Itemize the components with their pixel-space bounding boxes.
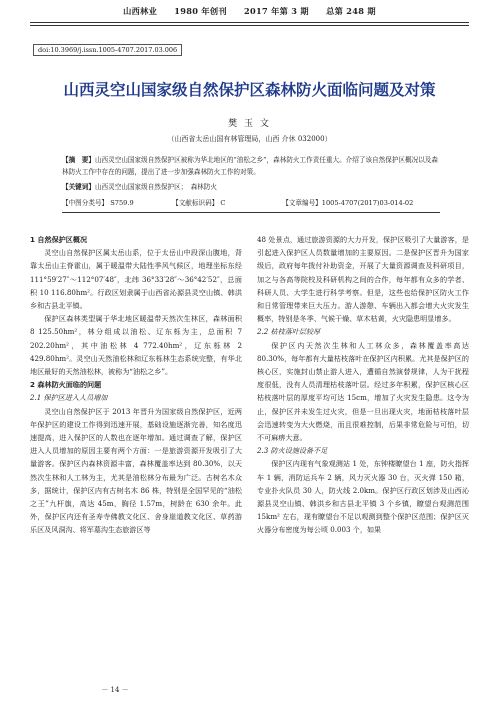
paragraph: 保护区内天然次生林和人工林众多，森林覆盖率高达 80.30%，每年都有大量枯枝落叶在保护区内积累。尤其是保护区的核心区，实施封山禁止游人进入，遭循自然演替规律，人为干扰程度很低，没有人员清理枯枝落叶层。经过多年积累，保护区核心区枯枝落叶层的厚度平均可达 15cm，增加了火灾发生隐患。这令为止，保护区并未发生过火灾，但是一旦出现火灾，地面枯枝落叶层会迅速转变为大火燃烧，而且很难控制，后果非常危险与可怕，切不可麻痹大意。 <box>257 340 469 443</box>
right-column <box>257 233 469 537</box>
clc-number: 【中图分类号】 S759.9 <box>62 199 134 207</box>
section-rule <box>62 212 440 213</box>
issue-number: 2017 年第 3 期 <box>244 6 309 16</box>
doi-box: doi:10.3969/j.issn.1005-4707.2017.03.006 <box>33 44 182 56</box>
subsection-heading: 2.1 保护区进入人员增加 <box>30 393 108 403</box>
abstract <box>62 154 440 178</box>
affiliation: （山西省太岳山国有林管理局，山西 介休 032000） <box>167 135 332 143</box>
paragraph: 灵空山自然保护区属太岳山系，位于太岳山中段深山腹地，背靠太岳山主脊霍山，属于暖温带大陆性季风气候区，地理坐标东经 111°59′27″～112°07′48″，北纬 36°33′28″～36°42′52″，总面积 10 116.80hm²。行政区划隶属于山西省沁源县灵空山镇、韩洪乡和古县北平镇。 <box>30 248 242 311</box>
classification-row <box>62 197 440 207</box>
section-heading: 2 森林防火面临的问题 <box>30 380 102 390</box>
article-title: 山西灵空山国家级自然保护区森林防火面临问题及对策 <box>63 81 436 99</box>
abstract-label: 【摘 要】 <box>62 156 95 164</box>
keywords <box>62 181 440 191</box>
header-rule-2 <box>30 25 469 26</box>
section-heading: 1 自然保护区概况 <box>30 235 88 244</box>
left-column <box>30 233 242 537</box>
document-code: 【文献标识码】 C <box>172 199 226 207</box>
header-rule <box>30 22 469 23</box>
subsection-heading: 2.3 防火设施设备不足 <box>257 446 328 456</box>
founded-year: 1980 年创刊 <box>174 6 227 16</box>
journal-name: 山西林业 <box>123 6 158 16</box>
author-name: 樊 玉 文 <box>228 119 271 129</box>
paragraph: 保护区内现有气象观测站 1 处，东钟楼瞭望台 1 座，防火指挥车 1 辆，消防运兵车 2 辆，风力灭火器 30 台，灭火弹 150 箱，专业扑火队员 30 人，防火线 2.0km。保护区行政区划涉及山西沁源县灵空山镇、韩洪乡和古县北平镇 3 个乡镇，瞭望台观测范围 15km² 左右，现有瞭望台不足以观测到整个保护区范围；保护区灭火器分布密度为每公顷 0.003 个，如果 <box>257 459 469 535</box>
total-issue: 总第 248 期 <box>326 6 376 16</box>
article-number: 【文章编号】1005-4707(2017)03-014-02 <box>282 199 414 207</box>
paragraph: 灵空山自然保护区于 2013 年晋升为国家级自然保护区，近两年保护区的建设工作得到迅速开展，基础设施逐渐完善，知名度迅速提高，进入保护区的人数也在逐年增加。通过调查了解，保护区进入人员增加的原因主要有两个方面：一是旅游资源开发吸引了大量游客。保护区内森林资源丰富，森林覆盖率达到 80.30%，以天然次生林和人工林为主，尤其是油松林分布最为广泛。古树名木众多，据统计，保护区内有古树名木 86 株，特别是全国罕见的“油松之王”九杆旗，高达 45m，胸径 1.57m，树龄在 630 余年。此外，保护区内还有圣寿寺佛教文化区、舍身崖道教文化区、草药游乐区及风洞沟、将军墓沟生态旅游区等 <box>30 406 242 535</box>
keywords-label: 【关键词】 <box>62 183 95 191</box>
keywords-text: 山西灵空山国家级自然保护区； 森林防火 <box>94 183 217 191</box>
paragraph: 48 处景点，通过旅游资源的大力开发，保护区吸引了大量游客，是引起进入保护区人员数量增加的主要原因。二是保护区晋升为国家级后，政府每年拨付补助资金，开展了大量资源调查及科研项目，加之与各高等院校及科研机构之间的合作，每年都有众多的学者、科研人员、大学生进行科学考察。但是，这些也给保护区防火工作和日常管理带来巨大压力。游人游憩、车辆出入都会增大火灾发生概率，特别是冬季、气候干燥、草木枯黄，火灾隐患明显增多。 <box>257 235 469 324</box>
abstract-text: 山西灵空山国家级自然保护区被称为华北地区的“油松之乡”，森林防火工作责任重大。介绍了该自然保护区概况以及森林防火工作中存在的问题，提出了进一步加强森林防火工作的对策。 <box>62 156 438 176</box>
paragraph: 保护区森林类型属于华北地区暖温带天然次生林区，森林面积 8 125.50hm²，林分组成以油松、辽东栎为主，总面积 7 202.20hm²，其中油松林 4 772.40hm²，辽东栎林 2 429.80hm²。灵空山天然油松林和辽东栎林生态系统完整，有华北地区最好的天然油松林，被称为“油松之乡”。 <box>30 314 242 377</box>
page-number: － 14 － <box>101 686 129 694</box>
subsection-heading: 2.2 枯枝落叶层较厚 <box>257 327 321 337</box>
running-header <box>0 6 499 17</box>
